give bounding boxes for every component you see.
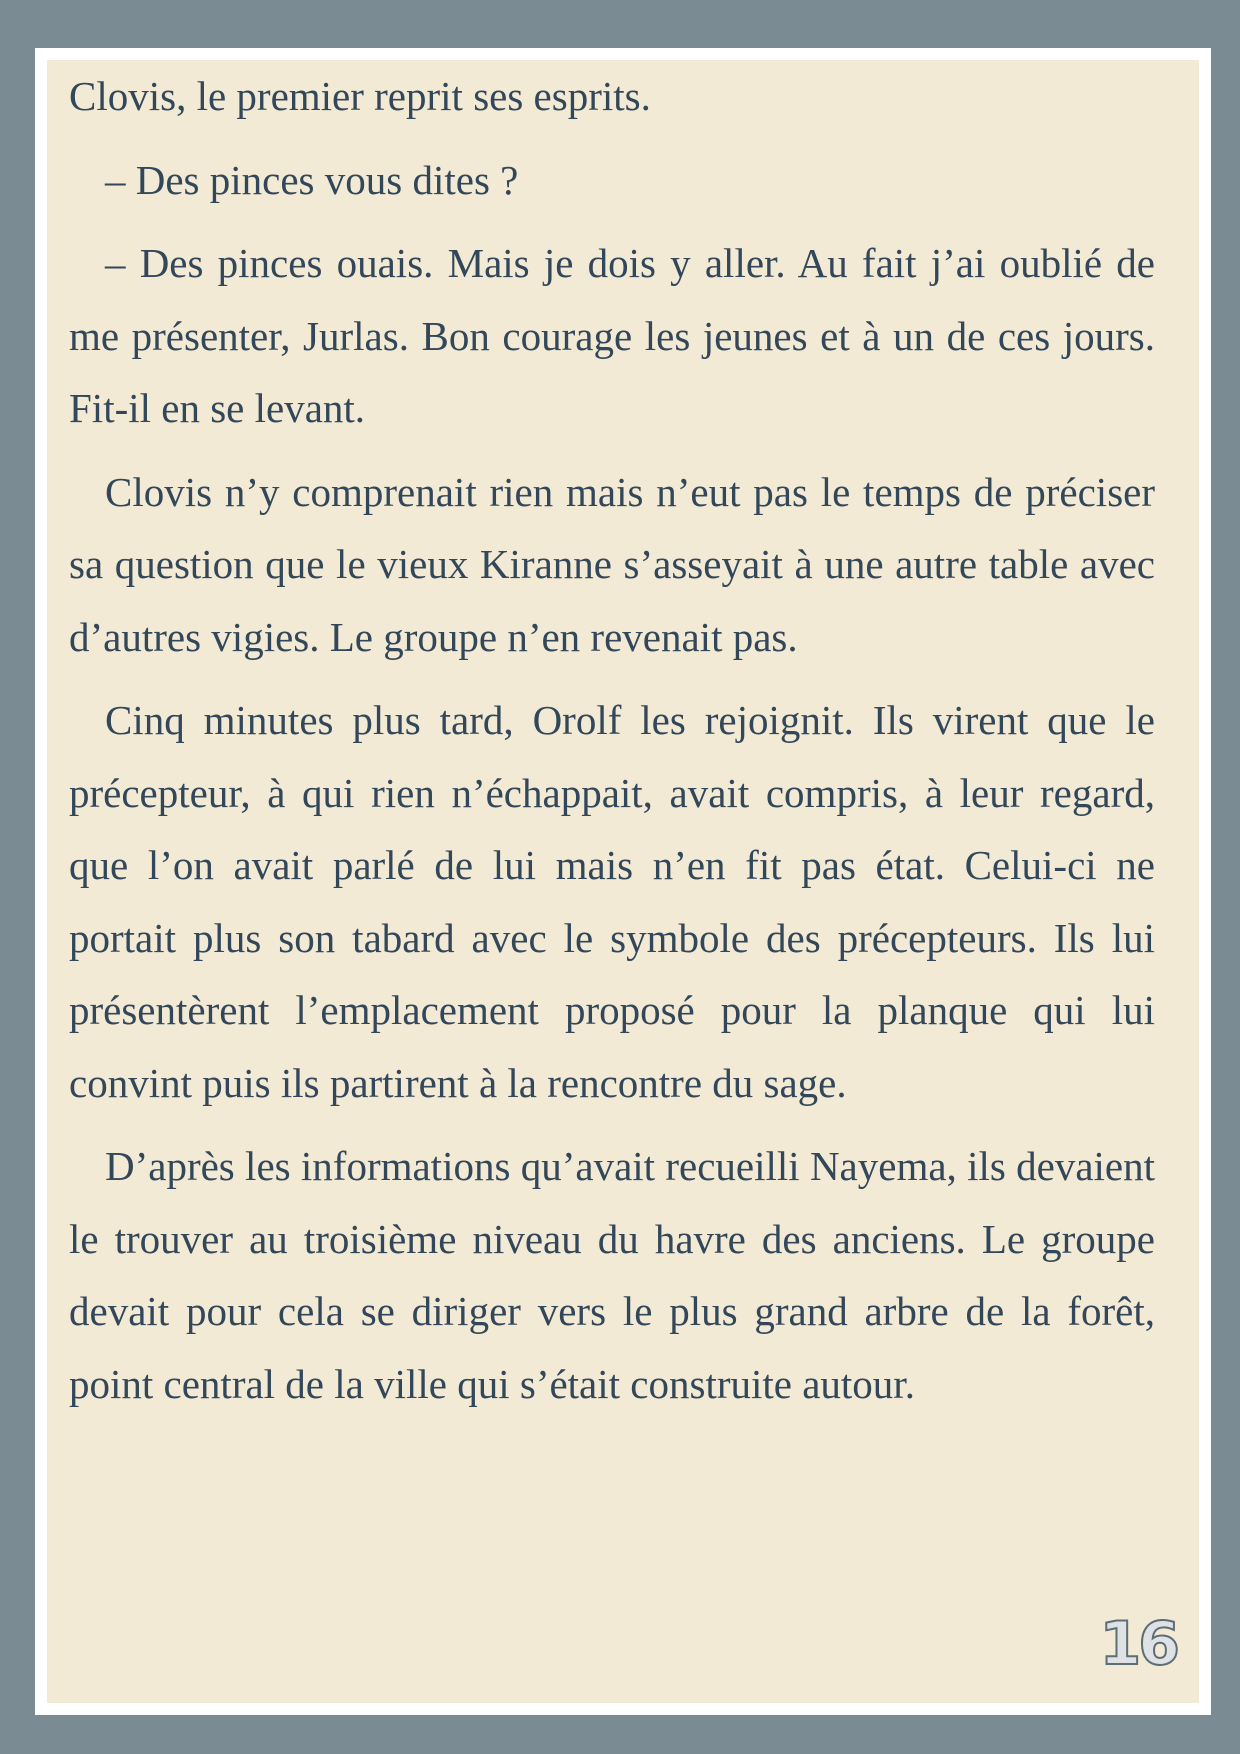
paragraph: Clovis, le premier reprit ses esprits. [69,73,651,119]
paragraph: Clovis n’y comprenait rien mais n’eut pas le temps de préciser sa question que le vieux Kiranne s’asseyait à une autre table avec d’autres vigies. Le groupe n’en revenait pas. [69,468,1155,660]
paragraph: – Des pinces vous dites ? [105,156,519,203]
page-paper [47,60,1199,1703]
paragraph: Cinq minutes plus tard, Orolf les rejoignit. Ils virent que le précepteur, à qui rien n’échappait, avait compris, à leur regard, que l’on avait parlé de lui mais n’en fit pas état. Celui-ci ne portait plus son tabard avec le symbole des précepteurs. Ils lui présentèrent l’emplacement proposé pour la planque qui lui convint puis ils partirent à la rencontre du sage. [69,697,1155,1106]
paragraph: D’après les informations qu’avait recueilli Nayema, ils devaient le trouver au troisième niveau du havre des anciens. Le groupe devait pour cela se diriger vers le plus grand arbre de la forêt, point central de la ville qui s’était construite autour. [69,1143,1155,1407]
page-frame [35,48,1211,1715]
paragraph: – Des pinces ouais. Mais je dois y aller. Au fait j’ai oublié de me présenter, Jurlas. Bon courage les jeunes et à un de ces jours. Fit-il en se levant. [69,240,1155,431]
body-text [69,60,1155,1431]
page-number: 16 [1099,1609,1177,1679]
